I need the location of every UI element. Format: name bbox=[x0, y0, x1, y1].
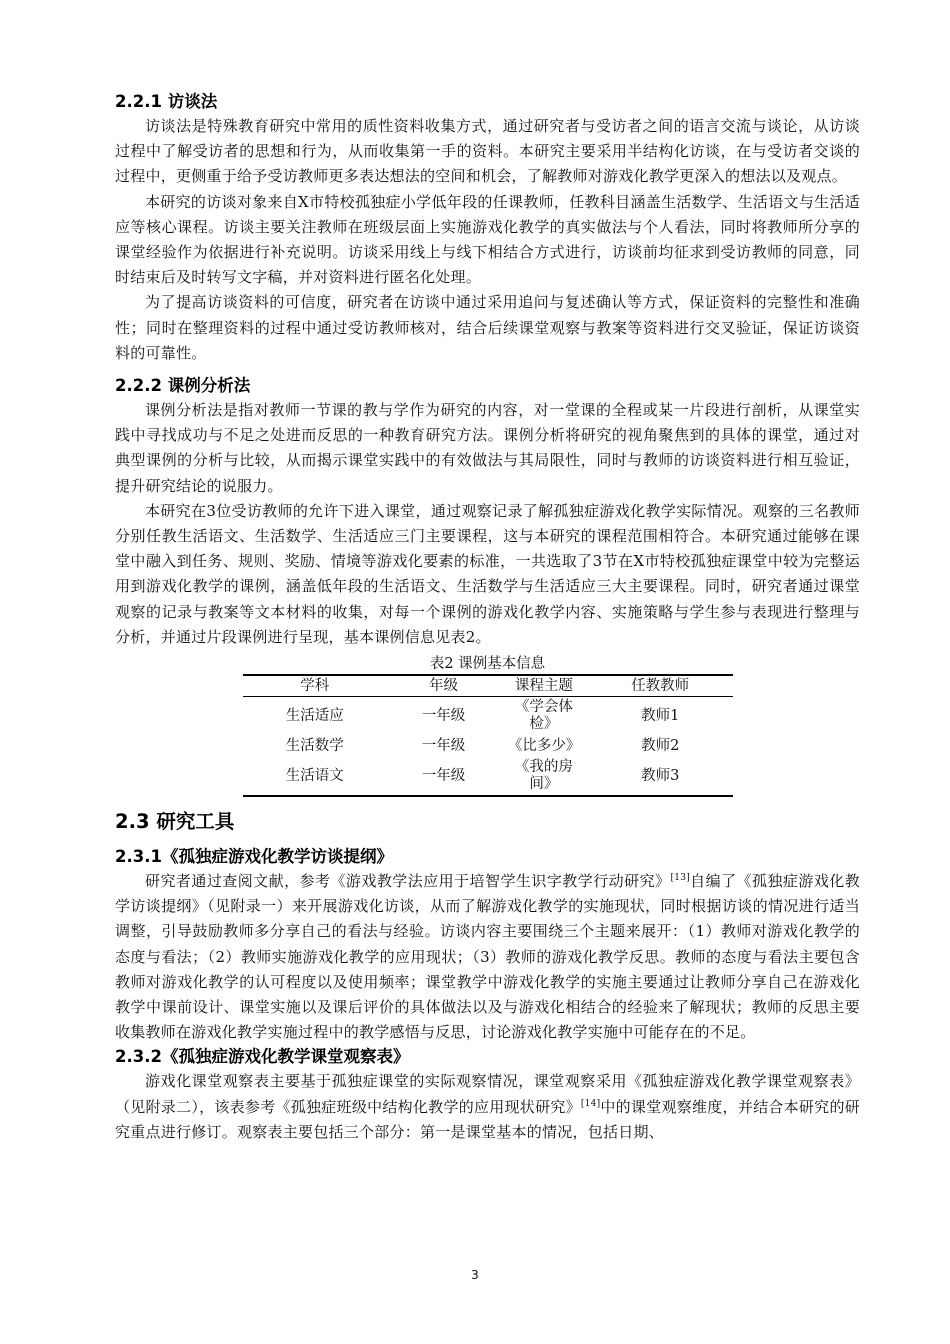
table-cell: 生活适应 bbox=[285, 708, 344, 725]
paragraph: 本研究在3位受访教师的允许下进入课堂，通过观察记录了解孤独症游戏化教学实际情况。观察的三名教师分别任教生活语文、生活数学、生活适应三门主要课程，这与本研究的课程范围相符合。本研究通过能够在课堂中融入到任务、规则、奖励、情境等游戏化要素的标准，一共选取了3节在X市特校孤独症课堂中较为完整运用到游戏化教学的课例，涵盖低年段的生活语文、生活数学与生活适应三大主要课程。同时，研究者通过课堂观察的记录与教案等文本材料的收集，对每一个课例的游戏化教学内容、实施策略与学生参与表现进行整理与分析，并通过片段课例进行呈现，基本课例信息见表2。 bbox=[115, 501, 860, 646]
column-header: 年级 bbox=[387, 675, 500, 697]
table-row bbox=[243, 735, 733, 757]
paragraph bbox=[115, 869, 860, 1045]
text-span: 自编了《孤独症游戏化教学访谈提纲》（见附录一）来开展游戏化访谈，从而了解游戏化教学的实施现状，同时根据访谈的情况进行适当调整，引导鼓励教师多分享自己的看法与经验。访谈内容主要围绕三个主题来展开：（1）教师对游戏化教学的态度与看法；（2）教师实施游戏化教学的应用现状；（3）教师的游戏化教学反思。教师的态度与看法主要包含教师对游戏化教学的认可程度以及使用频率；课堂教学中游戏化教学的实施主要通过让教师分享自己在游戏化教学中课前设计、课堂实施以及课后评价的具体做法以及与游戏化相结合的经验来了解现状；教师的反思主要收集教师在游戏化教学实施过程中的教学感悟与反思，讨论游戏化教学实施中可能存在的不足。 bbox=[115, 872, 860, 1042]
heading-2-3-2: 2.3.2《孤独症游戏化教学课堂观察表》 bbox=[115, 1047, 410, 1067]
table-row bbox=[243, 697, 733, 736]
heading-2-3-1: 2.3.1《孤独症游戏化教学访谈提纲》 bbox=[115, 847, 393, 867]
table-cell: 教师3 bbox=[588, 757, 733, 796]
table-caption: 表2 课例基本信息 bbox=[429, 656, 546, 673]
text-span: 研究者通过查阅文献，参考《游戏教学法应用于培智学生识字教学行动研究》 bbox=[145, 872, 671, 891]
heading-2-2-1: 2.2.1 访谈法 bbox=[115, 92, 218, 111]
page-content bbox=[115, 90, 860, 1145]
topic-text: 《比多少》 bbox=[507, 738, 581, 755]
table-cell: 一年级 bbox=[421, 738, 466, 755]
table-cell bbox=[500, 757, 588, 796]
topic-text: 《我的房间》 bbox=[514, 759, 573, 793]
table-cell: 一年级 bbox=[387, 757, 500, 796]
paragraph: 课例分析法是指对教师一节课的教与学作为研究的内容，对一堂课的全程或某一片段进行剖析，从课堂实践中寻找成功与不足之处进而反思的一种教育研究方法。课例分析将研究的视角聚焦到的具体的课堂，通过对典型课例的分析与比较，从而揭示课堂实践中的有效做法与其局限性，同时与教师的访谈资料进行相互验证，提升研究结论的说服力。 bbox=[115, 401, 860, 495]
table-cell: 教师1 bbox=[641, 708, 680, 725]
paragraph: 为了提高访谈资料的可信度，研究者在访谈中通过采用追问与复述确认等方式，保证资料的完整性和准确性；同时在整理资料的过程中通过受访教师核对，结合后续课堂观察与教案等资料进行交叉验证，保证访谈资料的可靠性。 bbox=[115, 293, 860, 362]
table-cell bbox=[500, 697, 588, 736]
table-header-row bbox=[243, 675, 733, 697]
table-cell: 教师2 bbox=[641, 738, 680, 755]
column-header: 课程主题 bbox=[500, 675, 588, 697]
table-cell: 生活语文 bbox=[243, 757, 388, 796]
paragraph: 本研究的访谈对象来自X市特校孤独症小学低年段的任课教师，任教科目涵盖生活数学、生活语文与生活适应等核心课程。访谈主要关注教师在班级层面上实施游戏化教学的真实做法与个人看法，同时将教师所分享的课堂经验作为依据进行补充说明。访谈采用线上与线下相结合方式进行，访谈前均征求到受访教师的同意，同时结束后及时转写文字稿，并对资料进行匿名化处理。 bbox=[115, 192, 860, 287]
page-number: 3 bbox=[471, 1268, 479, 1282]
table-cell: 生活数学 bbox=[285, 738, 344, 755]
table-cell bbox=[500, 735, 588, 757]
paragraph bbox=[115, 1069, 860, 1145]
course-info-table bbox=[243, 674, 733, 797]
table-row bbox=[243, 757, 733, 796]
table-cell: 一年级 bbox=[421, 708, 466, 725]
text-span: 游戏化课堂观察表主要基于孤独症课堂的实际观察情况，课堂观察采用《孤独症游戏化教学课堂观察表》（见附录二），该表参考《孤独症班级中结构化教学的应用现状研究》 bbox=[115, 1072, 860, 1116]
heading-2-2-2: 2.2.2 课例分析法 bbox=[115, 376, 251, 396]
column-header: 学科 bbox=[243, 675, 388, 697]
citation-ref: [13] bbox=[670, 873, 690, 884]
topic-text: 《学会体检》 bbox=[514, 699, 573, 733]
text-span: 中的课堂观察维度，并结合本研究的研究重点进行修订。观察表主要包括三个部分：第一是课堂基本的情况，包括日期、 bbox=[115, 1097, 860, 1141]
column-header: 任教教师 bbox=[588, 675, 733, 697]
citation-ref: [14] bbox=[580, 1098, 601, 1109]
heading-2-3: 2.3 研究工具 bbox=[115, 810, 235, 834]
paragraph: 访谈法是特殊教育研究中常用的质性资料收集方式，通过研究者与受访者之间的语言交流与谈论，从访谈过程中了解受访者的思想和行为，从而收集第一手的资料。本研究主要采用半结构化访谈，在与受访者交谈的过程中，更侧重于给予受访教师更多表达想法的空间和机会，了解教师对游戏化教学更深入的想法以及观点。 bbox=[115, 117, 860, 186]
